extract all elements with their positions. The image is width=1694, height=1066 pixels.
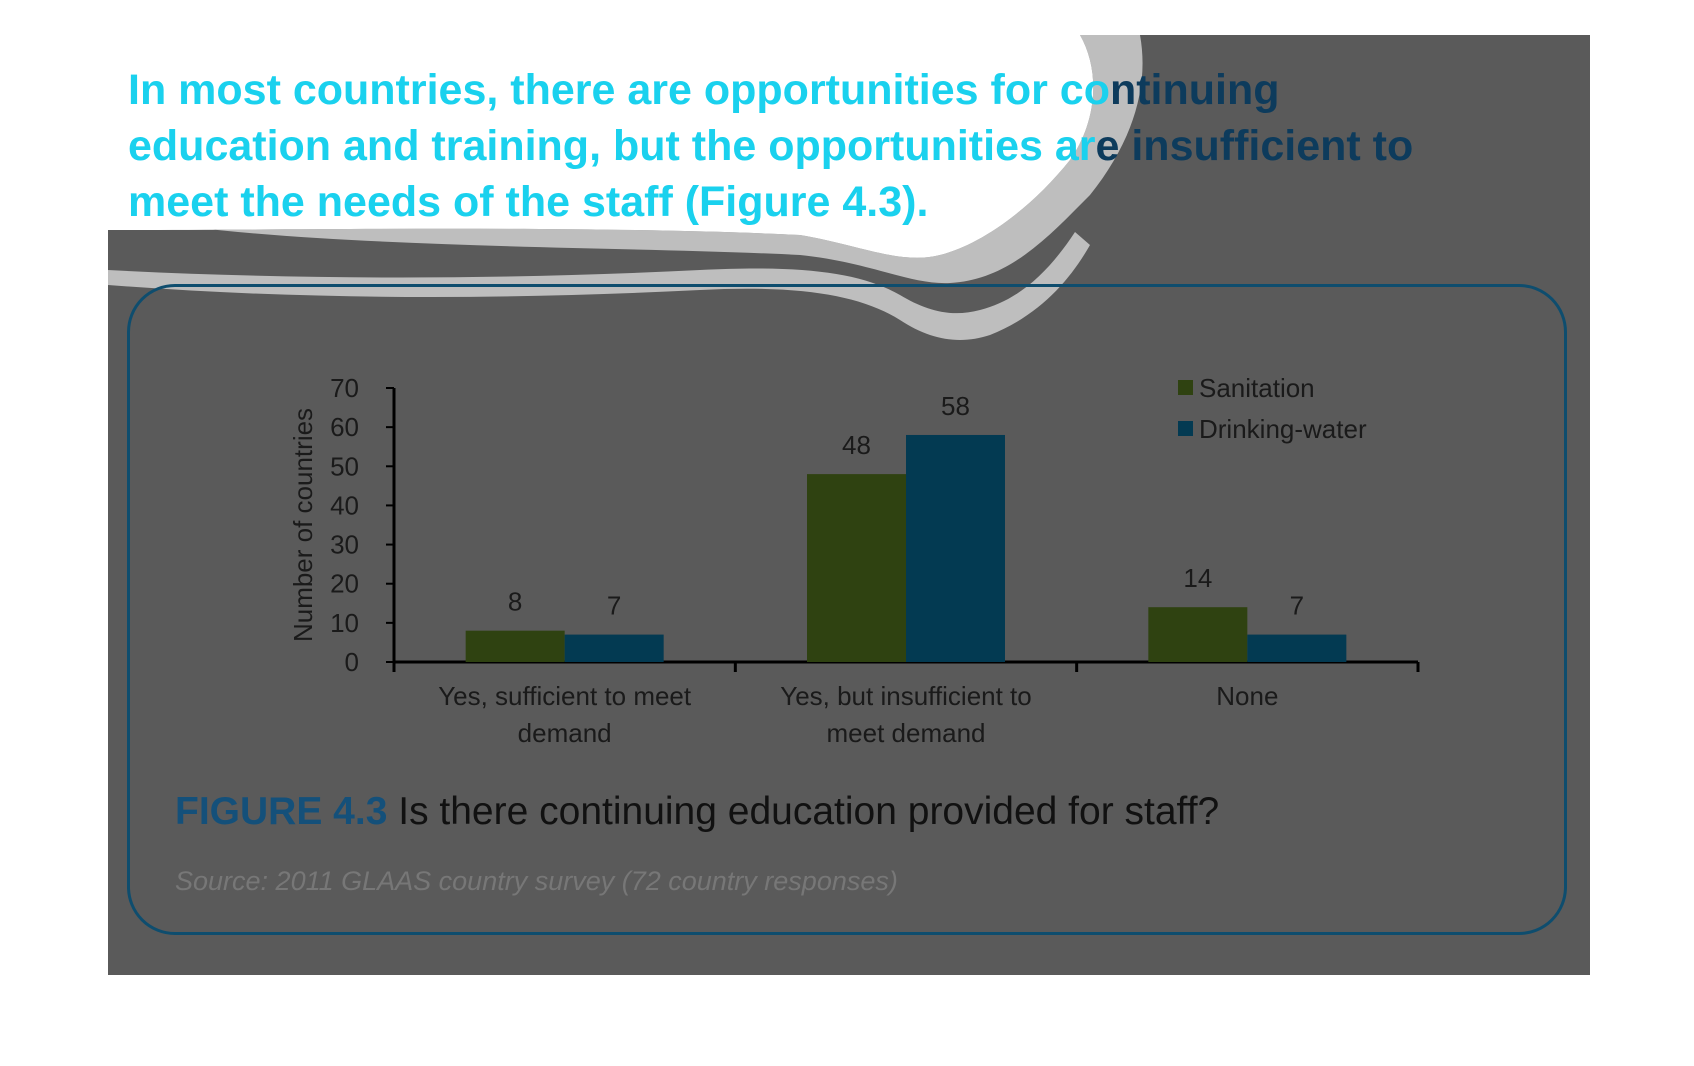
figure-caption-text: Is there continuing education provided for staff? [398, 790, 1220, 833]
headline-segment-light: In most countries, there are opportunities for co [128, 66, 1110, 114]
headline-segment-light: meet the needs of the staff (Figure 4.3). [128, 178, 929, 226]
x-tick-label: Yes, sufficient to meet [438, 681, 692, 711]
y-axis-label: Number of countries [288, 407, 318, 643]
data-label: 7 [1289, 590, 1305, 621]
headline-segment-dark: e insufficient to [1095, 122, 1414, 170]
y-tick-label: 40 [330, 490, 359, 521]
y-tick-label: 20 [330, 568, 359, 599]
bar-sanitation [1148, 607, 1247, 662]
data-label: 7 [606, 590, 622, 621]
bar-sanitation [466, 631, 565, 662]
data-label: 58 [941, 390, 970, 421]
x-tick-label: demand [517, 718, 612, 748]
x-tick-label: meet demand [826, 718, 986, 748]
x-tick-label: Yes, but insufficient to [780, 681, 1032, 711]
legend-label: Sanitation [1199, 373, 1315, 403]
bar-drinking-water [1247, 635, 1346, 662]
legend-swatch [1178, 380, 1193, 395]
y-tick-label: 30 [330, 529, 359, 560]
bar-sanitation [807, 474, 906, 662]
y-tick-label: 0 [344, 647, 359, 677]
data-label: 48 [842, 430, 871, 461]
y-tick-label: 60 [330, 412, 359, 443]
headline-segment-light: education and training, but the opportunities ar [128, 122, 1096, 170]
figure-label: FIGURE 4.3 [175, 790, 388, 833]
y-tick-label: 50 [330, 451, 359, 482]
figure-caption [175, 790, 1219, 834]
figure-source: Source: 2011 GLAAS country survey (72 country responses) [175, 866, 898, 896]
bar-drinking-water [906, 435, 1005, 662]
y-tick-label: 70 [330, 373, 359, 403]
legend-label: Drinking-water [1199, 414, 1367, 444]
data-label: 8 [507, 586, 523, 617]
bar-drinking-water [565, 635, 664, 662]
legend-swatch [1178, 421, 1193, 436]
x-tick-label: None [1216, 681, 1279, 711]
data-label: 14 [1183, 563, 1213, 594]
y-tick-label: 10 [330, 607, 359, 638]
headline-segment-dark: ntinuing [1109, 66, 1280, 114]
